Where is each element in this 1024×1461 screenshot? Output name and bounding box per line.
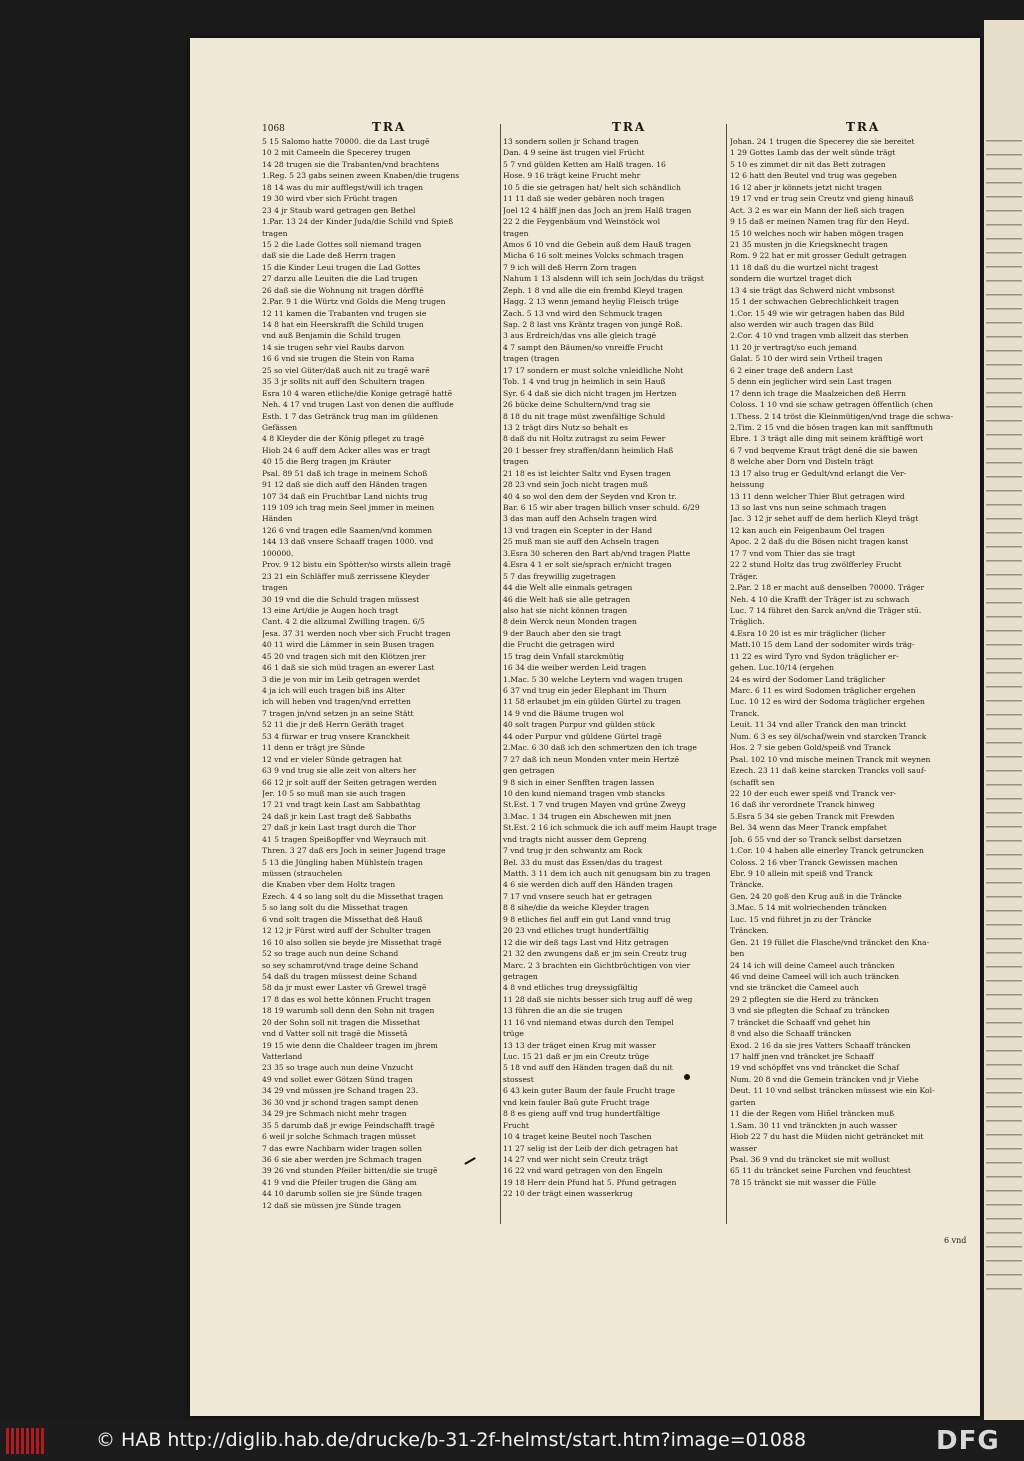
index-line: Neh. 4 10 die Krafft der Träger ist zu schwach	[730, 594, 910, 604]
index-line: 9 15 daß er meinen Namen trag für den Heyd.	[730, 217, 910, 227]
index-line: 19 17 vnd er trug sein Creutz vnd gieng hinauß	[730, 194, 914, 204]
index-line: Marc. 6 11 es wird Sodomen träglicher ergehen	[730, 686, 916, 695]
index-line: Bel. 33 du must das Essen/das du tragest	[503, 857, 663, 867]
index-line: 3 aus Erdreich/das vns alle gleich tragē	[503, 331, 657, 341]
index-line: 78 15 tränckt sie mit wasser die Fülle	[730, 1177, 876, 1187]
index-line: 22 2 die Feygenbäum vnd Weinstöck wol	[503, 217, 661, 227]
index-line: 5 so lang solt du die Missethat tragen	[262, 903, 408, 913]
column-1	[262, 136, 498, 1231]
index-line: 3 das man auff den Achseln tragen wird	[503, 514, 657, 524]
index-line: 20 23 vnd etliches trugt hundertfältig	[503, 926, 649, 936]
index-line: Träncke.	[730, 880, 764, 890]
dfg-logo: DFG	[936, 1426, 1000, 1456]
column-header-3: TRA	[846, 120, 881, 134]
index-line: 7 9 ich will deß Herrn Zorn tragen	[503, 262, 637, 272]
index-line: 13 17 also trug er Gedult/vnd erlangt die Ver-	[730, 468, 907, 478]
index-line: 12 11 kamen die Trabanten vnd trugen sie	[262, 308, 427, 318]
index-line: stossest	[503, 1074, 534, 1084]
index-line: 19 15 wie denn die Chaldeer tragen im jhrem	[262, 1040, 438, 1050]
index-line: 15 1 der schwachen Gebrechlichkeit tragen	[730, 297, 899, 307]
index-line: wasser	[730, 1143, 757, 1153]
index-line: 12 12 jr Fürst wird auff der Schulter tragen	[262, 926, 431, 936]
index-line: 5 15 Salomo hatte 70000. die da Last trugē	[262, 137, 430, 146]
index-line: vnd kein fauler Baū gute Frucht trage	[503, 1097, 650, 1107]
index-line: Tob. 1 4 vnd trug jn heimlich in sein Hauß	[503, 377, 666, 387]
index-line: 4 8 Kleyder die der König pfleget zu tragē	[262, 434, 425, 444]
index-line: 21 18 es ist leichter Saltz vnd Eysen tragen	[503, 468, 671, 478]
index-line: Thren. 3 27 daß ers Joch in seiner Jugend trage	[262, 846, 446, 856]
index-line: 40 15 die Berg tragen jm Kräuter	[262, 457, 392, 467]
index-line: 26 daß sie die Wohnung nit tragen dörfftē	[262, 285, 424, 295]
index-line: vnd sie träncket die Cameel auch	[730, 983, 859, 993]
index-line: 8 welche aber Dorn vnd Disteln trägt	[730, 457, 874, 467]
index-line: 13 11 denn welcher Thier Blut getragen wird	[730, 491, 905, 501]
index-line: tragen	[262, 583, 288, 593]
index-line: 40 solt tragen Purpur vnd gülden stück	[503, 720, 655, 730]
index-line: Cant. 4 2 die allzumal Zwilling tragen. 6/5	[262, 617, 425, 627]
index-line: 144 13 daß vnsere Schaaff tragen 1000. vnd	[262, 537, 434, 547]
index-line: 5 7 vnd gülden Ketten am Halß tragen. 16	[503, 159, 666, 169]
column-1-text	[262, 136, 498, 1211]
index-line: 1.Thess. 2 14 tröst die Kleinmütigen/vnd trage die schwa-	[730, 411, 954, 421]
index-line: 34 29 jre Schmach nicht mehr tragen	[262, 1109, 407, 1119]
index-line: 39 26 vnd stunden Pfeiler bitten/die sie trugē	[262, 1166, 438, 1176]
column-header-2: TRA	[612, 120, 647, 134]
index-line: Ezech. 4 4 so lang solt du die Missethat tragen	[262, 891, 444, 901]
index-line: 11 denn er trägt jre Sünde	[262, 743, 365, 753]
index-line: 13 2 trägt dirs Nutz so behalt es	[503, 422, 629, 432]
index-line: gehen. Luc.10/14 (ergehen	[730, 663, 835, 673]
index-line: 25 muß man sie auff den Achseln tragen	[503, 537, 660, 547]
column-2	[503, 136, 724, 1231]
index-line: Zeph. 1 8 vnd alle die ein frembd Kleyd tragen	[503, 285, 683, 295]
index-line: tragen	[503, 457, 529, 467]
index-line: 2.Mac. 6 30 daß ich den schmertzen den ich trage	[503, 743, 697, 753]
index-line: 7 27 daß ich neun Monden vnter mein Hertzē	[503, 754, 680, 764]
index-line: Bel. 34 wenn das Meer Tranck empfahet	[730, 823, 887, 833]
index-line: 14 27 vnd wer nicht sein Creutz trägt	[503, 1154, 649, 1164]
index-line: 5 denn ein jeglicher wird sein Last tragen	[730, 377, 892, 387]
index-line: 8 dein Werck neun Monden tragen	[503, 617, 637, 627]
index-line: 49 vnd sollet ewer Götzen Sünd tragen	[262, 1074, 413, 1084]
index-line: Psal. 36 9 vnd du träncket sie mit wollust	[730, 1154, 890, 1164]
index-line: 1.Sam. 30 11 vnd tränckten jn auch wasser	[730, 1120, 897, 1130]
index-line: Träglich.	[730, 617, 765, 627]
index-line: 30 19 vnd die die Schuld tragen müssest	[262, 594, 420, 604]
index-line: 9 8 etliches fiel auff ein gut Land vnnd trug	[503, 914, 671, 924]
index-line: 13 so last vns nun seine schmach tragen	[730, 503, 887, 512]
index-line: 54 daß du tragen müssest deine Schand	[262, 971, 417, 981]
index-line: 4.Esra 10 20 ist es mir träglicher (licher	[730, 628, 886, 638]
index-line: 6 weil jr solche Schmach tragen müsset	[262, 1132, 416, 1142]
index-line: Frucht	[503, 1120, 529, 1130]
index-line: 100000.	[262, 548, 294, 558]
index-line: 22 10 der trägt einen wasserkrug	[503, 1189, 633, 1199]
index-line: 9 8 sich in einer Senfften tragen lassen	[503, 777, 655, 787]
index-line: 5 18 vnd auff den Händen tragen daß du nit	[503, 1063, 673, 1073]
index-line: 6 43 kein guter Baum der faule Frucht trage	[503, 1086, 676, 1096]
index-line: 17 8 das es wol hette können Frucht tragen	[262, 994, 431, 1004]
index-line: Tranck.	[730, 708, 760, 718]
index-line: 20 der Sohn soll nit tragen die Missethat	[262, 1017, 421, 1027]
index-line: ich will heben vnd tragen/vnd erretten	[262, 697, 411, 707]
facing-page-text	[986, 130, 1022, 1300]
index-line: 13 sondern sollen jr Schand tragen	[503, 137, 639, 146]
index-line: 4 8 vnd etliches trug dreyssigfältig	[503, 983, 638, 993]
index-line: tragen (tragen	[503, 354, 560, 364]
index-line: ben	[730, 949, 745, 959]
index-line: 4.Esra 4 1 er solt sie/sprach er/nicht tragen	[503, 560, 672, 570]
facing-page-edge	[984, 20, 1024, 1420]
index-line: 11 16 vnd niemand etwas durch den Tempel	[503, 1017, 674, 1027]
index-line: 46 1 daß sie sich müd tragen an ewerer Last	[262, 663, 435, 673]
index-line: 10 4 traget keine Beutel noch Taschen	[503, 1132, 652, 1142]
index-line: 5 7 das freywillig zugetragen	[503, 571, 616, 581]
index-line: Träncken.	[730, 926, 769, 936]
index-line: 18 19 warumb soll denn den Sohn nit tragen	[262, 1006, 435, 1016]
index-line: 6 2 einer trage deß andern Last	[730, 365, 853, 375]
index-line: Hose. 9 16 trägt keine Frucht mehr	[503, 171, 641, 181]
index-line: 4 7 sampt den Bäumen/so vnreiffe Frucht	[503, 342, 664, 352]
index-line: 5.Esra 5 34 sie geben Tranck mit Frewden	[730, 811, 895, 821]
index-line: Amos 6 10 vnd die Gebein auß dem Hauß tragen	[503, 239, 692, 249]
index-line: vnd tragts nicht ausser dem Gepreng	[503, 834, 647, 844]
index-line: 16 daß ihr verordnete Tranck hinweg	[730, 800, 875, 810]
index-line: 23 21 ein Schläffer muß zerrissene Kleyder	[262, 571, 430, 581]
index-line: 46 die Welt haß sie alle getragen	[503, 594, 631, 604]
index-line: 44 10 darumb sollen sie jre Sünde tragen	[262, 1189, 422, 1199]
index-line: Zach. 5 13 vnd wird den Schmuck tragen	[503, 308, 663, 318]
index-line: 24 14 ich will deine Cameel auch träncken	[730, 960, 895, 970]
index-line: 36 6 sie aber werden jre Schmach tragen	[262, 1154, 422, 1164]
index-line: 10 5 die sie getragen hat/ helt sich schändlich	[503, 182, 681, 192]
index-line: Neh. 4 17 vnd trugen Last von denen die aufflude	[262, 400, 454, 410]
index-line: 126 6 vnd tragen edle Saamen/vnd kommen	[262, 525, 432, 535]
index-line: 22 2 stund Holtz das trug zwölfferley Frucht	[730, 560, 902, 570]
index-line: 13 13 der träget einen Krug mit wasser	[503, 1040, 656, 1050]
index-line: 52 11 die jr deß Herrn Geräth traget	[262, 720, 404, 730]
index-line: vnd auß Benjamin die Schild trugen	[262, 331, 401, 341]
index-line: 13 eine Art/die je Augen hoch tragt	[262, 605, 399, 615]
index-line: Bar. 6 15 wir aber tragen billich vnser schuld. 6/29	[503, 503, 700, 512]
index-line: 15 2 die Lade Gottes soll niemand tragen	[262, 239, 422, 249]
column-3	[730, 136, 978, 1231]
index-line: 15 trag dein Vnfall starckmütig	[503, 651, 625, 661]
index-line: 2.Par. 9 1 die Würtz vnd Golds die Meng trugen	[262, 297, 446, 307]
index-line: Esra 10 4 waren etliche/die Konige getragē hattē	[262, 388, 453, 398]
ink-dot	[684, 1074, 690, 1080]
index-line: 19 30 wird vber sich Frücht tragen	[262, 194, 398, 204]
index-line: 16 12 aber jr könnets jetzt nicht tragen	[730, 182, 883, 192]
index-line: 14 8 hat ein Heerskrafft die Schild trugen	[262, 320, 424, 329]
index-line: trüge	[503, 1029, 524, 1039]
index-line: 13 führen die an die sie trugen	[503, 1006, 623, 1016]
index-line: Leuit. 11 34 vnd aller Tranck den man trinckt	[730, 720, 907, 730]
index-line: 6 37 vnd trug ein jeder Elephant im Thurn	[503, 686, 667, 695]
index-line: 25 so viel Güter/daß auch nit zu tragē warē	[262, 365, 430, 375]
index-line: Hiob 24 6 auff dem Acker alles was er tragt	[262, 445, 431, 455]
index-line: 8 8 sihe/die da weiche Kleyder tragen	[503, 903, 649, 913]
index-line: 2.Cor. 4 10 vnd tragen vmb allzeit das sterben	[730, 331, 909, 341]
index-line: 2.Par. 2 18 er macht auß denselben 70000. Träger	[730, 583, 925, 593]
index-line: Hiob 22 7 du hast die Müden nicht geträncket mit	[730, 1132, 924, 1142]
index-line: gen getragen	[503, 766, 555, 776]
index-line: Gen. 24 20 goß den Krug auß in die Träncke	[730, 891, 902, 901]
index-line: 13 4 sie trägt das Schwerd nicht vmbsonst	[730, 285, 895, 295]
index-line: Ezech. 23 11 daß keine starcken Trancks voll sauf-	[730, 766, 926, 776]
index-line: 65 11 du träncket seine Furchen vnd feuchtest	[730, 1166, 911, 1176]
index-line: 11 die der Regen vom Hiñel träncken muß	[730, 1109, 895, 1119]
index-line: 34 29 vnd müssen jre Schand tragen 23.	[262, 1086, 419, 1096]
index-line: 10 2 mit Cameeln die Specerey trugen	[262, 148, 411, 158]
copyright-url[interactable]: © HAB http://diglib.hab.de/drucke/b-31-2f-helmst/start.htm?image=01088	[96, 1429, 807, 1451]
index-line: 44 oder Purpur vnd güldene Gürtel tragē	[503, 731, 662, 741]
index-line: 3 vnd sie pflegten die Schaaf zu träncken	[730, 1006, 890, 1016]
index-line: 11 20 jr vertragt/so euch jemand	[730, 342, 857, 352]
column-3-text	[730, 136, 978, 1188]
index-line: 27 daß jr kein Last tragt durch die Thor	[262, 823, 416, 833]
index-line: 11 22 es wird Tyro vnd Sydon träglicher er-	[730, 651, 899, 661]
catchword: 6 vnd	[944, 1236, 967, 1245]
index-line: 36 30 vnd jr schond tragen sampt denen	[262, 1097, 419, 1107]
index-line: Matth. 3 11 dem ich auch nit genugsam bin zu tragen	[503, 869, 711, 878]
index-line: 3.Esra 30 scheren den Bart ab/vnd tragen Platte	[503, 548, 691, 558]
index-line: 8 8 es gieng auff vnd trug hundertfältige	[503, 1109, 661, 1119]
index-line: Act. 3 2 es war ein Mann der ließ sich tragen	[730, 205, 905, 215]
index-line: Johan. 24 1 trugen die Specerey die sie bereitet	[730, 137, 915, 146]
index-line: 14 9 vnd die Bäume trugen wol	[503, 708, 624, 718]
index-line: 1.Cor. 10 4 haben alle einerley Tranck getruncken	[730, 846, 924, 856]
index-line: Num. 20 8 vnd die Gemein träncken vnd jr Viehe	[730, 1074, 919, 1084]
index-line: 1.Reg. 5 23 gabs seinen zween Knaben/die trugens	[262, 171, 460, 181]
index-line: 16 6 vnd sie trugen die Stein von Rama	[262, 354, 415, 364]
index-line: 28 23 vnd sein Joch nicht tragen muß	[503, 480, 648, 490]
index-line: Hagg. 2 13 wenn jemand heylig Fleisch trüge	[503, 297, 679, 307]
index-line: 27 darzu alle Leuiten die die Lad trugen	[262, 274, 418, 284]
index-line: Joel 12 4 hälff jnen das Joch an jrem Halß tragen	[503, 205, 692, 215]
index-line: 91 12 daß sie dich auff den Händen tragen	[262, 480, 428, 490]
index-line: 24 daß jr kein Last tragt deß Sabbaths	[262, 811, 412, 821]
index-line: Vatterland	[262, 1052, 303, 1061]
index-line: Sap. 2 8 last vns Kräntz tragen von jungē Roß.	[503, 320, 683, 329]
index-line: 4 ja ich will euch tragen biß ins Alter	[262, 686, 406, 695]
index-line: sondern die wurtzel traget dich	[730, 274, 852, 284]
index-line: Luc. 15 21 daß er jm ein Creutz trüge	[503, 1052, 649, 1061]
index-line: vnd d Vatter soll nit tragē die Missetā	[262, 1029, 408, 1039]
index-line: 6 vnd solt tragen die Missethat deß Hauß	[262, 914, 423, 924]
index-line: 8 18 du nit trage müst zwenfältige Schuld	[503, 411, 666, 421]
index-line: St.Est. 1 7 vnd trugen Mayen vnd grüne Zweyg	[503, 800, 686, 810]
index-line: Num. 6 3 es sey öl/schaf/wein vnd starcken Tranck	[730, 731, 927, 741]
column-header-1: TRA	[372, 120, 407, 134]
index-line: die Knaben vber dem Holtz tragen	[262, 880, 396, 890]
index-line: 12 kan auch ein Feigenbaum Oel tragen	[730, 525, 885, 535]
index-line: 3.Mac. 1 34 trugen ein Abschewen mit jnen	[503, 811, 672, 821]
index-line: 12 die wir deß tags Last vnd Hitz getragen	[503, 937, 669, 947]
index-line: 58 da jr must ewer Laster vñ Grewel tragē	[262, 983, 427, 993]
index-line: garten	[730, 1097, 756, 1107]
page-number: 1068	[262, 124, 285, 134]
viewer-footer	[0, 1420, 1024, 1461]
index-line: müssen (strauchelen	[262, 869, 343, 878]
index-line: 40 11 wird die Lämmer in sein Busen tragen	[262, 640, 435, 650]
index-line: 29 2 pflegten sie die Herd zu träncken	[730, 994, 879, 1004]
index-line: die Frucht die getragen wird	[503, 640, 615, 650]
index-line: 26 bücke deine Schultern/vnd trag sie	[503, 400, 651, 410]
index-line: 14 28 trugen sie die Trabanten/vnd brachtens	[262, 159, 440, 169]
index-line: Apoc. 2 2 daß du die Bösen nicht tragen kanst	[730, 537, 909, 547]
index-line: 12 daß sie müssen jre Sünde tragen	[262, 1200, 401, 1210]
index-line: daß sie die Lade deß Herrn tragen	[262, 251, 396, 261]
index-line: 9 der Bauch aber den sie tragt	[503, 628, 622, 638]
index-line: 6 7 vnd beqveme Kraut trägt denē die sie bawen	[730, 445, 918, 455]
index-line: Marc. 2 3 brachten ein Gichtbrüchtigen von vier	[503, 960, 691, 970]
index-line: 17 halff jnen vnd träncket jre Schaaff	[730, 1052, 874, 1061]
index-line: 41 5 tragen Speißopffer vnd Weyrauch mit	[262, 834, 427, 844]
index-line: Gen. 21 19 füllet die Flasche/vnd träncket den Kna-	[730, 937, 930, 947]
index-line: 35 5 darumb daß jr ewige Feindschafft tragē	[262, 1120, 435, 1130]
index-line: 1 29 Gottes Lamb das der welt sünde trägt	[730, 148, 896, 158]
index-line: Ebre. 1 3 trägt alle ding mit seinem kräfftigē wort	[730, 434, 924, 444]
index-line: 21 35 musten jn die Kriegsknecht tragen	[730, 239, 888, 249]
index-line: 40 4 so wol den dem der Seyden vnd Kron tr.	[503, 491, 677, 501]
index-line: Syr. 6 4 daß sie dich nicht tragen jm Hertzen	[503, 388, 677, 398]
index-line: 52 so trage auch nun deine Schand	[262, 949, 399, 959]
index-line: 1.Cor. 15 49 wie wir getragen haben das Bild	[730, 308, 905, 318]
index-line: Matt.10 15 dem Land der sodomiter wirds träg-	[730, 640, 915, 650]
index-line: Hos. 2 7 sie geben Gold/speiß vnd Tranck	[730, 743, 891, 753]
index-line: 119 109 ich trag mein Seel jmmer in meinen	[262, 503, 435, 512]
index-line: 1.Par. 13 24 der Kinder Juda/die Schild vnd Spieß	[262, 217, 454, 227]
index-line: 20 1 besser frey straffen/dann heimlich Haß	[503, 445, 674, 455]
index-line: Jesa. 37 31 werden noch vber sich Frucht tragen	[262, 628, 451, 638]
index-line: 16 34 die weiber werden Leid tragen	[503, 663, 647, 673]
index-line: Psal. 102 10 vnd mische meinen Tranck mit weynen	[730, 754, 931, 764]
index-line: 7 träncket die Schaaff vnd gehet hin	[730, 1017, 871, 1027]
index-line: Luc. 10 12 es wird der Sodoma träglicher ergehen	[730, 697, 925, 707]
index-line: 35 3 jr sollts nit auff den Schultern tragen	[262, 377, 425, 387]
index-line: 3 die je von mir im Leib getragen werdet	[262, 674, 421, 684]
index-line: Ebr. 9 10 allein mit speiß vnd Tranck	[730, 869, 873, 878]
index-line: 23 35 so trage auch nun deine Vnzucht	[262, 1063, 414, 1073]
index-line: 22 10 der euch ewer speiß vnd Tranck ver-	[730, 788, 897, 798]
index-line: 18 14 was du mir aufflegst/will ich tragen	[262, 182, 424, 192]
index-line: 107 34 daß ein Fruchtbar Land nichts trug	[262, 491, 428, 501]
index-line: Coloss. 2 16 vber Tranck Gewissen machen	[730, 857, 898, 867]
index-line: Micha 6 16 solt meines Volcks schmach tragen	[503, 251, 684, 261]
index-line: 15 10 welches noch wir haben mögen tragen	[730, 228, 904, 238]
index-line: Händen	[262, 514, 293, 524]
index-line: Gefässen	[262, 422, 298, 432]
index-line: 11 27 selig ist der Leib der dich getragen hat	[503, 1143, 679, 1153]
index-line: 11 11 daß sie weder gebären noch tragen	[503, 194, 665, 204]
index-line: 21 32 den zwungens daß er jm sein Creutz trug	[503, 949, 687, 959]
index-line: 10 den kund niemand tragen vmb stancks	[503, 788, 665, 798]
index-line: 11 28 daß sie nichts besser sich trug auff dē weg	[503, 994, 693, 1004]
index-line: also hat sie nicht können tragen	[503, 605, 628, 615]
index-line: 17 denn ich trage die Maalzeichen deß Herrn	[730, 388, 907, 398]
index-line: 7 vnd trug jr den schwantz am Rock	[503, 846, 643, 856]
index-line: 17 21 vnd tragt kein Last am Sabbathtag	[262, 800, 421, 810]
index-line: 8 daß du nit Holtz zutragst zu seim Fewer	[503, 434, 666, 444]
index-line: 46 vnd deine Cameel will ich auch träncken	[730, 971, 899, 981]
index-line: Träger.	[730, 571, 758, 581]
index-line: Rom. 9 22 hat er mit grosser Gedult getragen	[730, 251, 907, 261]
index-line: 15 die Kinder Leui trugen die Lad Gottes	[262, 262, 421, 272]
index-line: Exod. 2 16 da sie jres Vatters Schaaff träncken	[730, 1040, 911, 1050]
index-line: 12 vnd er vieler Sünde getragen hat	[262, 754, 402, 764]
index-line: Esth. 1 7 das Getränck trug man im güldenen	[262, 411, 439, 421]
index-line: (schafft sen	[730, 777, 775, 787]
index-line: 19 18 Herr dein Pfund hat 5. Pfund getragen	[503, 1177, 677, 1187]
index-line: 7 das ewre Nachbarn wider tragen sollen	[262, 1143, 423, 1153]
index-line: Luc. 7 14 führet den Sarck an/vnd die Träger stū.	[730, 605, 922, 615]
index-line: heissung	[730, 480, 765, 490]
index-line: 7 17 vnd vnsere seuch hat er getragen	[503, 891, 652, 901]
index-line: 11 18 daß du die wurtzel nicht tragest	[730, 262, 879, 272]
index-line: 19 vnd schöpffet vns vnd träncket die Schaf	[730, 1063, 900, 1073]
index-line: 1.Mac. 5 30 welche Leytern vnd wagen trugen	[503, 674, 683, 684]
index-line: so sey schamrot/vnd trage deine Schand	[262, 960, 419, 970]
index-line: 17 17 sondern er must solche vnleidliche Noht	[503, 365, 684, 375]
index-line: Joh. 6 55 vnd der so Tranck selbst darsetzen	[730, 834, 902, 844]
index-line: Psal. 89 51 daß ich trage in meinem Schoß	[262, 468, 428, 478]
index-line: 45 20 vnd tragen sich mit den Klötzen jrer	[262, 651, 426, 661]
index-line: tragen	[262, 228, 288, 238]
index-line: Galat. 5 10 der wird sein Vrtheil tragen	[730, 354, 883, 364]
index-line: 41 9 vnd die Pfeiler trugen die Gäng am	[262, 1177, 417, 1187]
index-line: 24 es wird der Sodomer Land träglicher	[730, 674, 885, 684]
index-line: Jac. 3 12 jr sehet auff de dem herlich Kleyd trägt	[730, 514, 919, 524]
index-line: Dan. 4 9 seine äst trugen viel Frücht	[503, 148, 645, 158]
index-line: 23 4 jr Staub ward getragen gen Bethel	[262, 205, 416, 215]
index-line: Deut. 11 10 vnd selbst träncken müssest wie ein Kol-	[730, 1086, 935, 1096]
index-line: St.Est. 2 16 ich schmuck die ich auff meim Haupt trage	[503, 823, 717, 833]
index-line: 5 13 die Jüngling haben Mühlsteín tragen	[262, 857, 423, 867]
index-line: 13 vnd tragen ein Scepter in der Hand	[503, 525, 653, 535]
index-line: also werden wir auch tragen das Bild	[730, 320, 874, 329]
column-rule-1	[500, 124, 501, 1224]
index-line: 66 12 jr solt auff der Seiten getragen werden	[262, 777, 437, 787]
index-line: 7 tragen jn/vnd setzen jn an seine Stätt	[262, 708, 414, 718]
index-line: 4 6 sie werden dich auff den Händen tragen	[503, 880, 673, 890]
hab-logo-icon	[6, 1428, 46, 1454]
index-line: 3.Mac. 5 14 mit wolriechenden träncken	[730, 903, 887, 913]
index-line: Luc. 15 vnd führet jn zu der Träncke	[730, 914, 872, 924]
index-line: 44 die Welt alle einmals getragen	[503, 583, 633, 593]
index-line: getragen	[503, 971, 538, 981]
index-line: Jer. 10 5 so muß man sie auch tragen	[262, 788, 406, 798]
index-line: 8 vnd also die Schaaff träncken	[730, 1029, 852, 1039]
index-line: 17 7 vnd vom Thier das sie tragt	[730, 548, 856, 558]
index-line: 14 sie trugen sehr viel Raubs darvon	[262, 342, 405, 352]
index-line: 16 22 vnd ward getragen von den Engeln	[503, 1166, 663, 1176]
index-line: tragen	[503, 228, 529, 238]
index-line: 11 58 erlaubet jm ein gülden Gürtel zu tragen	[503, 697, 681, 707]
index-line: 5 10 es zimmet dir nit das Bett zutragen	[730, 159, 886, 169]
index-line: 53 4 fürwar er trug vnsere Kranckheit	[262, 731, 410, 741]
index-line: 2.Tim. 2 15 vnd die bösen tragen kan mit sanfftmuth	[730, 422, 934, 432]
index-line: 16 10 also sollen sie beyde jre Missethat tragē	[262, 937, 442, 947]
index-line: Coloss. 1 10 vnd sie schaw getragen öffentlich (chen	[730, 400, 934, 410]
index-line: 63 9 vnd trug sie alle zeit von alters her	[262, 766, 417, 776]
index-line: 12 6 hatt den Beutel vnd trug was gegeben	[730, 171, 897, 181]
column-2-text	[503, 136, 724, 1200]
index-line: Prov. 9 12 bistu ein Spötter/so wirsts allein tragē	[262, 560, 451, 570]
column-rule-2	[726, 124, 727, 1224]
index-line: Nahum 1 13 alsdenn will ich sein Joch/das du trägst	[503, 274, 704, 284]
